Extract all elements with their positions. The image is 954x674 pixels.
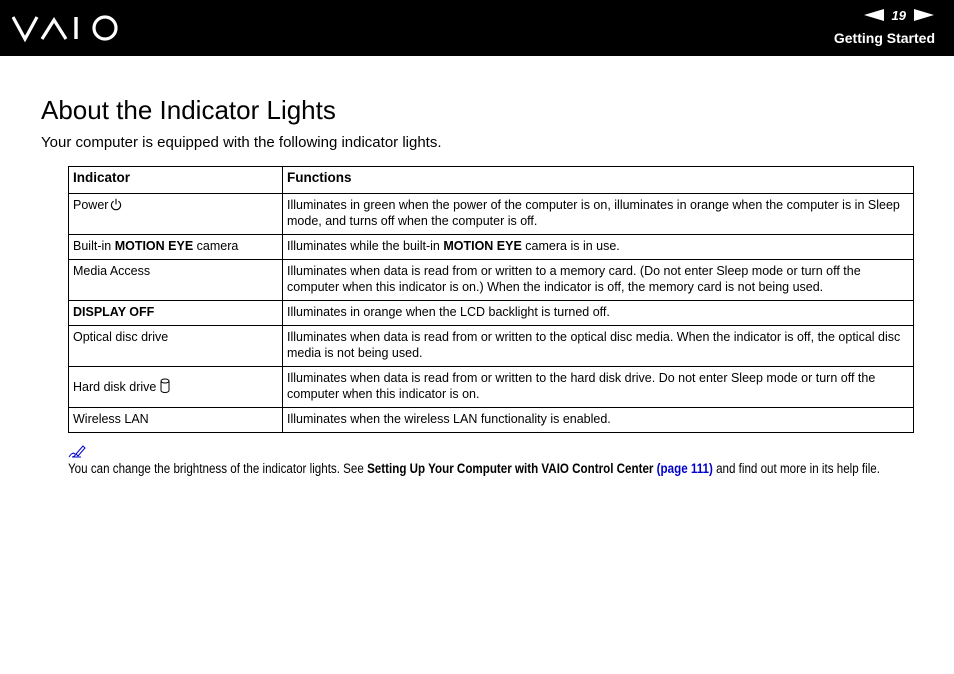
indicator-cell: Optical disc drive: [69, 326, 283, 367]
note-reference-bold: Setting Up Your Computer with VAIO Control Center: [367, 461, 654, 476]
page-title: About the Indicator Lights: [41, 95, 336, 125]
note-text-part: and find out more in its help file.: [712, 461, 880, 476]
note-text: [68, 459, 915, 478]
section-title: Getting Started: [833, 30, 935, 46]
note-text-part: You can change the brightness of the indicator lights. See: [68, 461, 368, 476]
indicator-cell: [69, 235, 283, 260]
function-cell: Illuminates in green when the power of the computer is on, illuminates in orange when the computer is in Sleep mode, and turns off when the computer is off.: [283, 194, 914, 235]
page-header: [0, 0, 954, 56]
indicator-table: [68, 166, 914, 433]
table-row: [69, 326, 914, 367]
function-cell: [283, 235, 914, 260]
function-cell: Illuminates in orange when the LCD backlight is turned off.: [283, 301, 914, 326]
indicator-label: Power: [73, 198, 109, 212]
indicator-cell: [69, 301, 283, 326]
page-number: 19: [891, 7, 906, 23]
table-header-row: [69, 167, 914, 194]
power-icon: [110, 198, 122, 211]
table-row: [69, 235, 914, 260]
intro-text: Your computer is equipped with the following indicator lights.: [41, 134, 442, 151]
hard-disk-icon: [160, 378, 170, 393]
table-row: [69, 408, 914, 433]
vaio-logo: [12, 12, 120, 44]
indicator-label-bold: MOTION EYE: [114, 239, 194, 253]
indicator-label: Built-in: [73, 239, 115, 253]
triangle-left-icon[interactable]: [864, 9, 884, 21]
indicator-cell: Media Access: [69, 260, 283, 301]
indicator-cell: [69, 367, 283, 408]
column-header: Functions: [283, 167, 914, 194]
table-row: [69, 194, 914, 235]
table-row: [69, 367, 914, 408]
page-link[interactable]: (page 111): [656, 461, 713, 476]
function-cell: Illuminates when data is read from or written to the optical disc media. When the indicator is off, the optical disc media is not being used.: [283, 326, 914, 367]
indicator-label-bold: DISPLAY OFF: [73, 305, 155, 319]
function-cell: Illuminates when data is read from or written to a memory card. (Do not enter Sleep mode or turn off the computer when this indicator is on.) When the indicator is off, the memory card is not being used.: [283, 260, 914, 301]
indicator-label: camera: [193, 239, 239, 253]
note-block: [68, 443, 914, 478]
page-navigation: [864, 6, 934, 24]
function-text: camera is in use.: [521, 239, 620, 253]
function-text-bold: MOTION EYE: [443, 239, 522, 253]
table-row: [69, 260, 914, 301]
table-row: [69, 301, 914, 326]
triangle-right-icon[interactable]: [914, 9, 934, 21]
indicator-cell: [69, 194, 283, 235]
function-text: Illuminates while the built-in: [287, 239, 444, 253]
column-header: Indicator: [69, 167, 283, 194]
indicator-cell: Wireless LAN: [69, 408, 283, 433]
pencil-note-icon: [68, 443, 86, 459]
indicator-label: Hard disk drive: [73, 379, 157, 394]
function-cell: Illuminates when data is read from or written to the hard disk drive. Do not enter Sleep mode or turn off the computer when this indicator is on.: [283, 367, 914, 408]
function-cell: Illuminates when the wireless LAN functionality is enabled.: [283, 408, 914, 433]
